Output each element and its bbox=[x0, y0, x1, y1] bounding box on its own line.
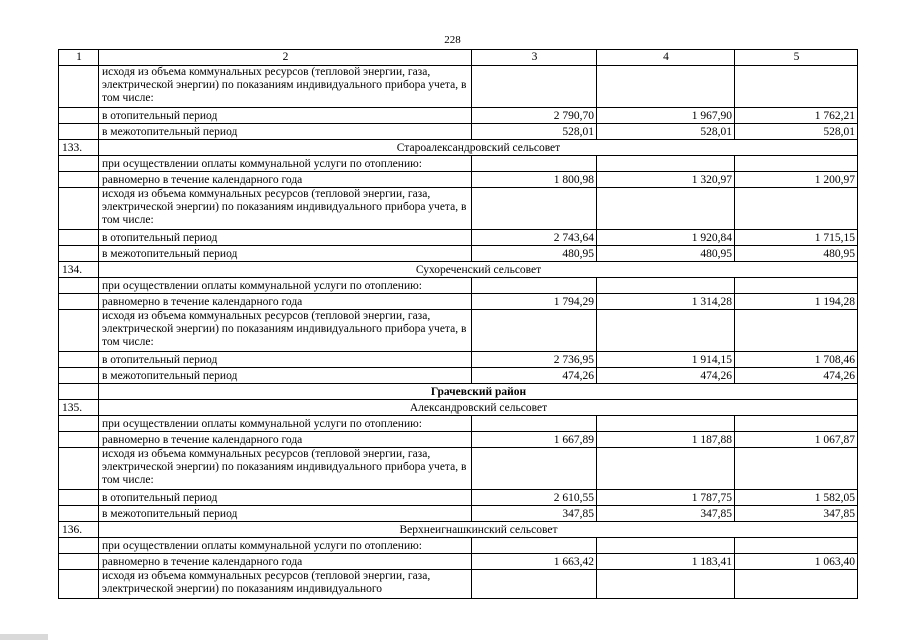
table-row bbox=[59, 262, 858, 278]
row-description: исходя из объема коммунальных ресурсов (тепловой энергии, газа, электрической энергии) по показаниям индивидуального прибора учета, в том числе: bbox=[99, 66, 472, 108]
section-title: Верхнеигнашкинский сельсовет bbox=[99, 522, 858, 538]
row-index bbox=[59, 448, 99, 490]
value-col-3: 1 794,29 bbox=[472, 294, 597, 310]
table-row bbox=[59, 124, 858, 140]
section-title: Староалександровский сельсовет bbox=[99, 140, 858, 156]
table-row bbox=[59, 246, 858, 262]
row-index bbox=[59, 368, 99, 384]
table-row bbox=[59, 490, 858, 506]
value-col-3 bbox=[472, 188, 597, 230]
value-col-3 bbox=[472, 416, 597, 432]
row-index bbox=[59, 570, 99, 599]
value-col-3 bbox=[472, 66, 597, 108]
value-col-5 bbox=[735, 188, 858, 230]
row-description: исходя из объема коммунальных ресурсов (тепловой энергии, газа, электрической энергии) по показаниям индивидуального прибора учета, в том числе: bbox=[99, 310, 472, 352]
row-description: равномерно в течение календарного года bbox=[99, 432, 472, 448]
value-col-5 bbox=[735, 448, 858, 490]
value-col-3 bbox=[472, 278, 597, 294]
row-description: в межотопительный период bbox=[99, 124, 472, 140]
district-title: Грачевский район bbox=[99, 384, 858, 400]
row-description: исходя из объема коммунальных ресурсов (тепловой энергии, газа, электрической энергии) по показаниям индивидуального прибора учета, в том числе: bbox=[99, 448, 472, 490]
section-title: Александровский сельсовет bbox=[99, 400, 858, 416]
value-col-5: 1 194,28 bbox=[735, 294, 858, 310]
row-description: при осуществлении оплаты коммунальной услуги по отоплению: bbox=[99, 156, 472, 172]
value-col-4: 1 183,41 bbox=[597, 554, 735, 570]
table-row bbox=[59, 108, 858, 124]
table-row bbox=[59, 506, 858, 522]
table-row bbox=[59, 352, 858, 368]
row-description: в межотопительный период bbox=[99, 506, 472, 522]
row-description: в отопительный период bbox=[99, 352, 472, 368]
row-index bbox=[59, 538, 99, 554]
table-body bbox=[59, 66, 858, 599]
section-title: Сухореченский сельсовет bbox=[99, 262, 858, 278]
value-col-5: 528,01 bbox=[735, 124, 858, 140]
row-index bbox=[59, 66, 99, 108]
row-index bbox=[59, 416, 99, 432]
row-description: равномерно в течение календарного года bbox=[99, 294, 472, 310]
row-index: 136. bbox=[59, 522, 99, 538]
column-header: 1 bbox=[59, 50, 99, 66]
value-col-4 bbox=[597, 416, 735, 432]
value-col-3: 347,85 bbox=[472, 506, 597, 522]
table-row bbox=[59, 172, 858, 188]
value-col-3: 2 736,95 bbox=[472, 352, 597, 368]
value-col-3: 2 743,64 bbox=[472, 230, 597, 246]
row-index bbox=[59, 384, 99, 400]
table-header-row bbox=[59, 50, 858, 66]
value-col-4 bbox=[597, 188, 735, 230]
column-header: 4 bbox=[597, 50, 735, 66]
value-col-3 bbox=[472, 310, 597, 352]
value-col-3: 2 790,70 bbox=[472, 108, 597, 124]
value-col-5: 1 063,40 bbox=[735, 554, 858, 570]
row-index bbox=[59, 554, 99, 570]
value-col-4: 1 967,90 bbox=[597, 108, 735, 124]
row-index bbox=[59, 310, 99, 352]
page-number: 228 bbox=[444, 34, 461, 46]
value-col-5: 480,95 bbox=[735, 246, 858, 262]
value-col-5 bbox=[735, 310, 858, 352]
table-row bbox=[59, 400, 858, 416]
table-row bbox=[59, 570, 858, 599]
row-index bbox=[59, 108, 99, 124]
value-col-3 bbox=[472, 570, 597, 599]
value-col-4 bbox=[597, 448, 735, 490]
row-index bbox=[59, 246, 99, 262]
value-col-3: 528,01 bbox=[472, 124, 597, 140]
value-col-3: 480,95 bbox=[472, 246, 597, 262]
row-index bbox=[59, 294, 99, 310]
table-row bbox=[59, 156, 858, 172]
value-col-5 bbox=[735, 66, 858, 108]
table-row bbox=[59, 294, 858, 310]
value-col-4: 1 787,75 bbox=[597, 490, 735, 506]
table-row bbox=[59, 384, 858, 400]
column-header: 2 bbox=[99, 50, 472, 66]
value-col-4 bbox=[597, 310, 735, 352]
value-col-4: 480,95 bbox=[597, 246, 735, 262]
value-col-3 bbox=[472, 156, 597, 172]
row-index bbox=[59, 352, 99, 368]
row-description: при осуществлении оплаты коммунальной услуги по отоплению: bbox=[99, 278, 472, 294]
column-header: 5 bbox=[735, 50, 858, 66]
row-index bbox=[59, 172, 99, 188]
value-col-5: 1 715,15 bbox=[735, 230, 858, 246]
row-description: равномерно в течение календарного года bbox=[99, 172, 472, 188]
value-col-5 bbox=[735, 538, 858, 554]
table-row bbox=[59, 554, 858, 570]
value-col-4: 1 920,84 bbox=[597, 230, 735, 246]
row-index bbox=[59, 230, 99, 246]
table-row bbox=[59, 230, 858, 246]
value-col-4: 1 914,15 bbox=[597, 352, 735, 368]
table-row bbox=[59, 310, 858, 352]
table-row bbox=[59, 522, 858, 538]
row-description: при осуществлении оплаты коммунальной услуги по отоплению: bbox=[99, 538, 472, 554]
value-col-5: 347,85 bbox=[735, 506, 858, 522]
value-col-5 bbox=[735, 156, 858, 172]
value-col-4: 347,85 bbox=[597, 506, 735, 522]
value-col-4: 1 187,88 bbox=[597, 432, 735, 448]
row-index bbox=[59, 432, 99, 448]
row-index: 134. bbox=[59, 262, 99, 278]
value-col-5: 1 762,21 bbox=[735, 108, 858, 124]
row-description: в межотопительный период bbox=[99, 368, 472, 384]
value-col-4: 528,01 bbox=[597, 124, 735, 140]
value-col-3: 474,26 bbox=[472, 368, 597, 384]
row-index bbox=[59, 124, 99, 140]
scan-edge-mark bbox=[0, 634, 48, 640]
value-col-3: 2 610,55 bbox=[472, 490, 597, 506]
row-description: в отопительный период bbox=[99, 108, 472, 124]
column-header: 3 bbox=[472, 50, 597, 66]
row-description: в межотопительный период bbox=[99, 246, 472, 262]
value-col-3 bbox=[472, 538, 597, 554]
value-col-5: 1 200,97 bbox=[735, 172, 858, 188]
row-index bbox=[59, 506, 99, 522]
tariff-table bbox=[58, 49, 858, 599]
value-col-3: 1 663,42 bbox=[472, 554, 597, 570]
value-col-5 bbox=[735, 570, 858, 599]
table-row bbox=[59, 66, 858, 108]
row-description: исходя из объема коммунальных ресурсов (тепловой энергии, газа, электрической энергии) по показаниям индивидуального прибора учета, в том числе: bbox=[99, 188, 472, 230]
row-description: равномерно в течение календарного года bbox=[99, 554, 472, 570]
value-col-4: 1 320,97 bbox=[597, 172, 735, 188]
value-col-5 bbox=[735, 416, 858, 432]
value-col-3 bbox=[472, 448, 597, 490]
table-row bbox=[59, 538, 858, 554]
table-row bbox=[59, 432, 858, 448]
value-col-3: 1 667,89 bbox=[472, 432, 597, 448]
value-col-5 bbox=[735, 278, 858, 294]
table-row bbox=[59, 368, 858, 384]
row-index: 135. bbox=[59, 400, 99, 416]
value-col-4 bbox=[597, 570, 735, 599]
value-col-4 bbox=[597, 156, 735, 172]
row-index bbox=[59, 490, 99, 506]
value-col-5: 1 582,05 bbox=[735, 490, 858, 506]
row-description: исходя из объема коммунальных ресурсов (тепловой энергии, газа, электрической энергии) по показаниям индивидуального bbox=[99, 570, 472, 599]
value-col-5: 1 067,87 bbox=[735, 432, 858, 448]
table-row bbox=[59, 188, 858, 230]
table-row bbox=[59, 448, 858, 490]
value-col-4 bbox=[597, 538, 735, 554]
table-row bbox=[59, 278, 858, 294]
value-col-4: 474,26 bbox=[597, 368, 735, 384]
table-row bbox=[59, 140, 858, 156]
row-description: в отопительный период bbox=[99, 490, 472, 506]
value-col-4 bbox=[597, 66, 735, 108]
row-index: 133. bbox=[59, 140, 99, 156]
value-col-5: 1 708,46 bbox=[735, 352, 858, 368]
value-col-4 bbox=[597, 278, 735, 294]
row-description: при осуществлении оплаты коммунальной услуги по отоплению: bbox=[99, 416, 472, 432]
table-row bbox=[59, 416, 858, 432]
row-index bbox=[59, 188, 99, 230]
value-col-4: 1 314,28 bbox=[597, 294, 735, 310]
row-description: в отопительный период bbox=[99, 230, 472, 246]
row-index bbox=[59, 156, 99, 172]
value-col-5: 474,26 bbox=[735, 368, 858, 384]
row-index bbox=[59, 278, 99, 294]
value-col-3: 1 800,98 bbox=[472, 172, 597, 188]
